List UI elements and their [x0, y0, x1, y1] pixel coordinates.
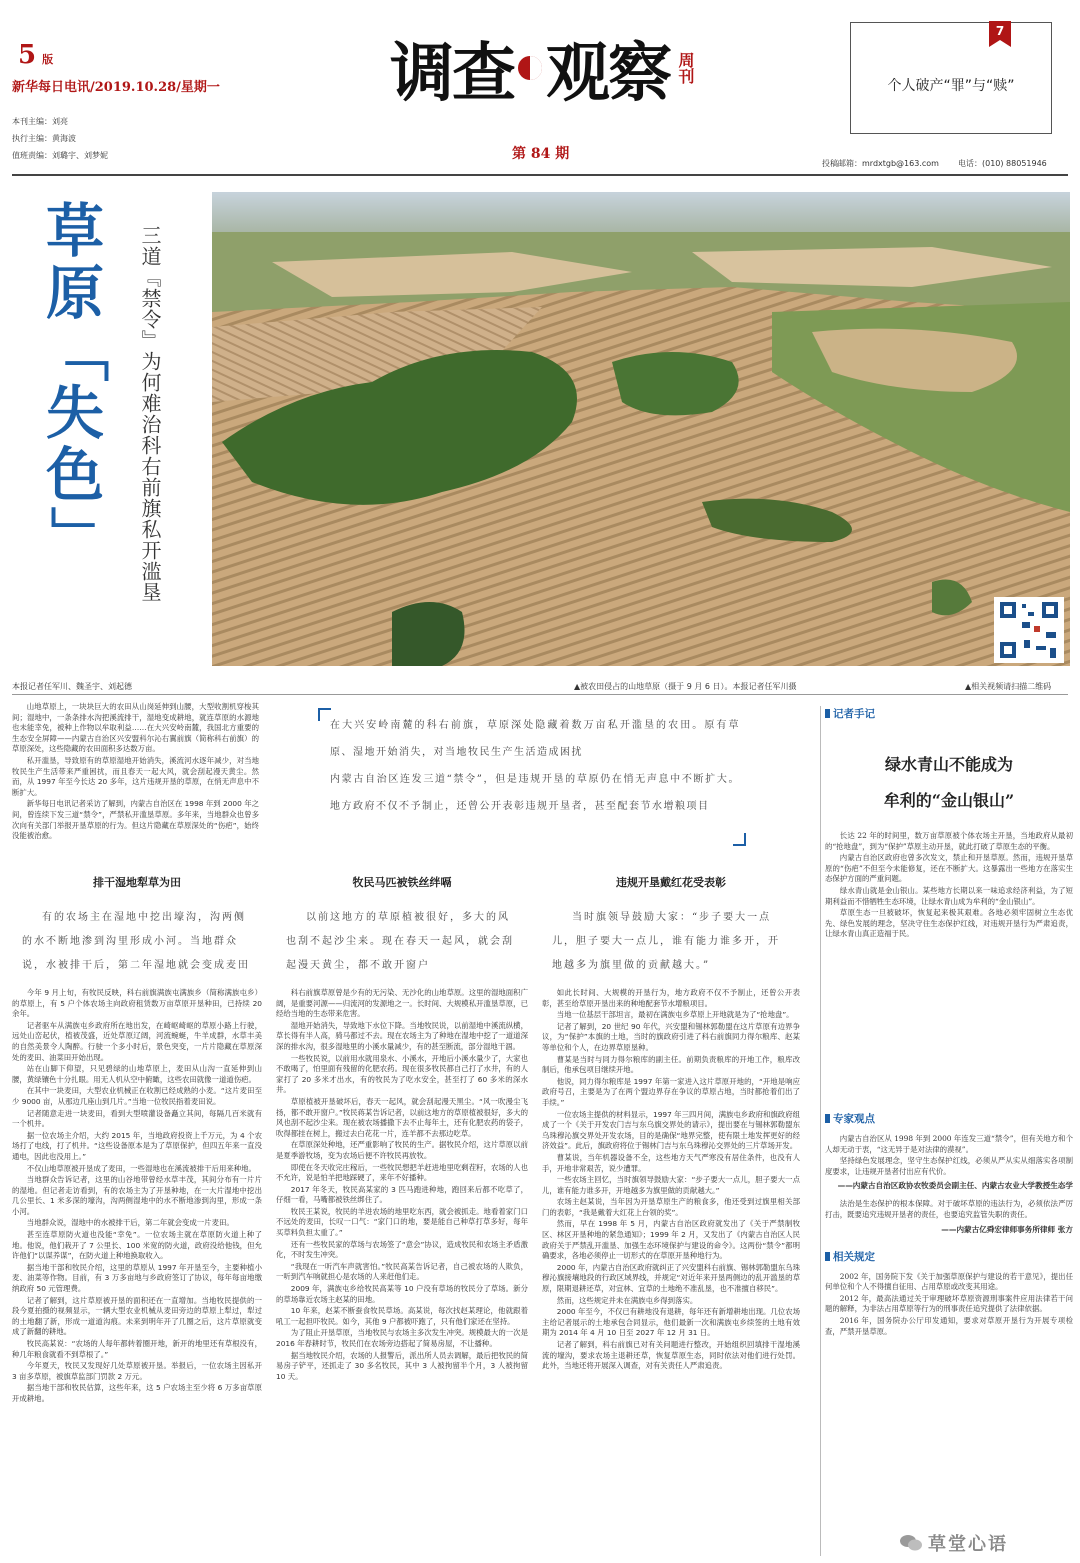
paragraph: 记者了解到，科右前旗已对有关问题进行整改，开始组织回填排干湿地溪流的壕沟，要求农场主退耕还草，恢复草原生态，同时依法对他们进行处罚。此外，当地还将开展深入调查，对有关责任人严肃追责。 [542, 1340, 800, 1371]
photo-caption: ▲被农田侵占的山地草原（摄于 9 月 6 日）。本报记者任军川摄 [574, 682, 797, 691]
aerial-photo-svg [212, 192, 1070, 666]
paragraph: 即使在冬天收完庄稼后，一些牧民想把羊赶进地里吃剩茬籽，农场的人也不允许，说是怕羊把地踩硬了，来年不好播种。 [276, 1162, 528, 1183]
paragraph: 内蒙古自治区从 1998 年到 2000 年连发三道“禁令”，但有关地方和个人却无动于衷，“这无异于是对法律的漠视”。 [825, 1134, 1073, 1154]
paragraph: 甚至连草原防火道也没能“幸免”。一位农场主就在草原防火道上种了地。他说，他们栽开了 7 公里长、100 米宽的防火道，政府没给他钱，但允许他们“以谋养谋”，在防火道上种地换取收入。 [12, 1230, 262, 1261]
staff-exec-editor: 执行主编：黄海波 [12, 134, 76, 143]
headline-char: 色 [45, 441, 104, 509]
aerial-photo [212, 192, 1070, 666]
expert-sign: ——内蒙古自治区政协农牧委员会副主任、内蒙古农业大学教授生态学 [837, 1181, 1073, 1191]
paragraph: 坚持绿色发展理念，坚守生态保护红线，必须从严从实从细落实各项制度要求，让违规开垦者付出应有代价。 [825, 1156, 1073, 1176]
paragraph: 记者驱车从满族屯乡政府所在地出发，在崎岖崎岖的草原小路上行驶，远处山峦起伏，植被茂盛，近处草原辽阔，河流蜿蜒，牛羊成群，水草丰美的自然美景令人陶醉。行驶一个多小时后，景色突变，一片片隐藏在草原深处的麦田、油菜田开始出现。 [12, 1020, 262, 1062]
watermark: 草堂心语 [900, 1528, 1070, 1558]
paragraph: 不仅山地草原被开垦成了麦田，一些湿地也在溪流被排干后用来种地。 [26, 1163, 256, 1173]
section-quote: 有的农场主在湿地中挖出壕沟，沟两侧的水不断地渗到沟里形成小河。当地群众说，水被排干后，第二年湿地就会变成麦田 [22, 912, 250, 971]
paragraph: 湿地开始消失，导致地下水位下降。当地牧民说，以前湿地中溪流纵横，草长得有半人高，骑马都过不去。现在农场主为了种地在湿地中挖了一道道深深的排水沟，很多湿地里的小溪水量减少，有的甚至断流，部分湿地干涸。 [276, 1020, 528, 1051]
paragraph: 他说，同力得尔粮库是 1997 年第一家进入这片草原开地的，“开地是响应政府号召，主要是为了在两个盟边界存在争议的草原占地，当时都抢着们出了手续。” [542, 1076, 800, 1107]
intro-paragraph: 新华每日电讯记者采访了解到，内蒙古自治区在 1998 年到 2000 年之间，曾连续下发三道“禁令”，严禁私开滥垦草原。多年来，当地群众也曾多次向有关部门举报开垦草原的行为。但这片隐藏在草原深处的“伤疤”，始终没能被治愈。 [12, 799, 259, 841]
paragraph: 农场主赵某说，当年因为开垦草原生产的粮食多，他还受到过旗里相关部门的表彰，“我是戴着大红花上台领的奖”。 [542, 1197, 800, 1217]
subtitle: 三道『禁令』为何难治科右前旗私开滥垦 [138, 225, 162, 603]
paragraph: 曹某是当时与同力得尔粮库的副主任。前期负责粮库的开地工作，粮库改制后，他承包项目继续开地。 [542, 1054, 800, 1075]
paragraph: 草原植被开垦破坏后，春天一起风，就会刮起漫天黑尘。“风一吹漫尘飞扬，都不敢开窗户。”牧民蒋某告诉记者，以前这地方的草原植被很好，多大的风也刮不起沙尘来。现在被农场播撒下去不止每年土，还有化肥农药的袋子，吹得都挂在树上，搬过去白花花一片，连羊都不去那边吃草。 [276, 1096, 528, 1138]
paragraph: 据当地干部和牧民介绍，这里的草原从 1997 年开垦至今，主要种植小麦、油菜等作物。目前，有 3 万多亩地与乡政府签订了协议，每年每亩地缴纳政府 50 元管理费。 [12, 1262, 262, 1294]
main-headline [30, 197, 120, 564]
rules-body [825, 1272, 1073, 1339]
contact-email: 投稿邮箱：mrdxtgb@163.com [822, 159, 939, 168]
expert-label: 专家观点 [825, 1111, 1073, 1126]
paragraph: “我现在一听汽车声就害怕。”牧民高某告诉记者，自己被农场的人欺负，一听到汽车响就担心是农场的人来赶他们走。 [276, 1261, 528, 1282]
title-mark-icon [516, 54, 544, 82]
masthead [0, 0, 1080, 180]
notes-title-line: 牟利的“金山银山” [883, 791, 1015, 810]
staff-list [12, 113, 108, 164]
paragraph: 2002 年，国务院下发《关于加强草原保护与建设的若干意见》，提出任何单位和个人不得擅自征用、占用草原或改变其用途。 [825, 1271, 1073, 1292]
intro-paragraph: 山地草原上，一块块巨大的农田从山岗延伸到山腰，大型收割机穿梭其间；湿地中，一条条排水沟把溪流排干，湿地变成耕地，就连草原的水源地也未能幸免，被种上作物以牟取利益……在大兴安岭南麓，我国北方重要的生态安全屏障——内蒙古自治区兴安盟科尔沁右翼前旗（简称科右前旗）的草原深处，这些隐藏的农田面积多达数万亩。 [12, 702, 259, 754]
section-body [12, 988, 262, 1548]
paragraph: 10 年来，赵某不断蚕食牧民草场。高某说，每次找赵某理论，他就跟着吼工一起担吓牧民。如今，其他 9 户都被吓跑了，只有他们家还在坚持。 [276, 1306, 528, 1326]
paragraph: 在草原深处种地，还严重影响了牧民的生产。据牧民介绍，这片草原以前是夏季游牧场，变为农场后便不许牧民再放牧。 [276, 1140, 528, 1160]
paragraph: 今年 9 月上旬，有牧民反映，科右前旗满族屯满族乡（简称满族屯乡）的草原上，有 5 户个体农场主向政府租赁数万亩草原开垦种田，已持续 20 余年。 [12, 988, 262, 1019]
section-body [542, 988, 800, 1548]
wechat-icon [900, 1534, 922, 1552]
expert-body-2 [825, 1199, 1073, 1221]
paragraph: 记者了解到，20 世纪 90 年代，兴安盟和锡林郭勒盟在这片草原有边界争议，为“保护”本旗的土地，当时的旗政府引进了科右前旗同力得尔粮库、赵某等单位和个人，在边界草原垦种。 [542, 1021, 800, 1052]
section-body [276, 988, 528, 1548]
paragraph: 在其中一块麦田，大型农业机械正在收割已经成熟的小麦。“这片麦田至少 9000 亩，从那边几座山到几片。”当地一位牧民指着麦田说。 [12, 1086, 262, 1106]
intro-text [12, 702, 259, 865]
paragraph: 法治是生态保护的根本保障。对于破坏草原的违法行为，必须依法严厉打击，既要追究违规开垦者的责任，也要追究监管失职的责任。 [825, 1199, 1073, 1219]
contact-phone: 电话：(010) 88051946 [958, 159, 1047, 168]
rules-label: 相关规定 [825, 1249, 1073, 1264]
headline-char: 原 [45, 259, 104, 327]
section-3 [542, 874, 800, 1554]
headline-char: 草 [45, 197, 104, 265]
preview-title: 个人破产“罪”与“赎” [887, 78, 1015, 94]
paragraph: 记者了解到，这片草原被开垦的面积还在一直增加。当地牧民提供的一段今夏拍摄的视频显示，一辆大型农业机械从麦田旁边的草原上犁过，犁过的土地翻了新，形成一道道沟痕。未来到明年开了几圈之后，这片草原就变成了新翻的耕地。 [12, 1295, 262, 1337]
paragraph: 内蒙古自治区政府也曾多次发文，禁止和开垦草原。然而，违规开垦草原的“伤疤”不但至今未能修复，还在不断扩大。这暴露出一些地方在落实生态保护方面的严重问题。 [825, 853, 1073, 884]
paragraph: 2000 年至今，不仅已有耕地没有退耕，每年还有新增耕地出现。几位农场主给记者展示的土地承包合同显示，他们最新一次和满族屯乡续签的土地有效期为 2014 年 4 月 10 日至 2027 年 12 月 31 日。 [542, 1307, 800, 1338]
paragraph: 据当地干部和牧民估算，这些年来，这 5 户农场主至少将 6 万多亩草原开成耕地。 [12, 1383, 262, 1403]
paragraph: 还有一些牧民家的草场与农场签了“意会”协议，造成牧民和农场主矛盾激化，不时发生冲突。 [276, 1239, 528, 1260]
title-tag: 周刊 [676, 52, 695, 84]
expert-sign-2: ——内蒙古亿舜宏律师事务所律师 张方 [941, 1224, 1073, 1234]
paragraph: 2012 年，最高法通过关于审理破坏草原资源刑事案件应用法律若干问题的解释，为非法占用草原等行为的刑事责任追究提供了法律依据。 [825, 1293, 1073, 1314]
expert-body [825, 1134, 1073, 1178]
paragraph: 2000 年，内蒙古自治区政府就纠正了兴安盟科右前旗、锡林郭勒盟东乌珠穆沁旗接壤地段的行政区域界线，并规定“对近年来开垦两侧边的乱开滥垦的草原，限期退耕还草，对宜林、宜草的土地绝不准乱垦，也不准擅自移民”。 [542, 1262, 800, 1294]
section-quote: 以前这地方的草原植被很好，多大的风也刮不起沙尘来。现在春天一起风，就会刮起漫天黄尘，都不敢开窗户 [286, 912, 514, 971]
section-2 [276, 874, 528, 1554]
paragraph: 记者随意走进一块麦田，看到大型喷灌设备矗立其间，每隔几百米就有一个机井。 [12, 1108, 262, 1129]
title-left: 调查 [390, 36, 514, 111]
paragraph: 据一位农场主介绍，大约 2015 年，当地政府投资上千万元，为 4 个农场打了电线，打了机井。“这些设备原本是为了草原保护，但四五年来一直没通电，因此也没用上。” [12, 1130, 262, 1161]
notes-title [825, 747, 1073, 819]
paragraph: 草原生态一旦被破坏，恢复起来极其艰难。各地必须牢固树立生态优先、绿色发展的理念，坚决守住生态保护红线，对违规开垦行为严肃追责，让绿水青山真正造福于民。 [825, 908, 1073, 939]
paragraph: 一些农场主回忆，当时旗领导鼓励大家：“步子要大一点儿，胆子要大一点儿，谁有能力谁多开，开地越多为旗里做的贡献越大。” [542, 1175, 800, 1195]
section-title: 违规开垦戴红花受表彰 [616, 876, 726, 889]
paragraph: 绿水青山就是金山银山。某些地方长期以来一味追求经济利益，为了短期利益而不惜牺牲生态环境，让绿水青山成为牟利的“金山银山”。 [825, 885, 1073, 906]
paragraph: 牧民王某说，牧民的羊进农场的地里吃东西，就会被抓走。地看着家门口不远处的麦田，长叹一口气：“家门口的地，要是能自己种草打草多好，每年买草料负担太重了。” [276, 1206, 528, 1238]
paragraph: 当地一位基层干部坦言，最初在满族屯乡草原上开地就是为了“抢地盘”。 [556, 1010, 794, 1020]
paragraph: 一位农场主提供的材料显示，1997 年三四月间，满族屯乡政府和旗政府组成了一个《关于开发农门吉与东乌旗交界处的请示》，提出要在与锡林郭勒盟东乌珠穆沁旗交界处开发农场，目的是确保“地界完整，使有限土地发挥更好的经济效益”。此后，旗政府将位于锡林门吉与东乌珠穆沁交界处的三片草场开发。 [542, 1109, 800, 1151]
qr-code-icon[interactable] [994, 597, 1064, 663]
intro-paragraph: 私开滥垦，导致原有的草原湿地开始消失，溪流河水逐年减少，对当地牧民生产生活带来严重困扰，而且春天一起大风，就会刮起漫天黄尘。然而，从 1997 年至今长达 20 多年，这片违规开垦的草原，在悄无声息中不断扩大。 [12, 755, 259, 797]
sidebar [820, 706, 1073, 1556]
paragraph: 科右前旗草原曾是少有的无污染、无沙化的山地草原。这里的湿地面积广阔，是重要河源——归流河的发源地之一。长时间、大规模私开滥垦草原，已经给当地的生态带来危害。 [276, 988, 528, 1019]
paper-title [390, 28, 697, 111]
preview-box[interactable] [850, 22, 1052, 134]
notes-body [825, 831, 1073, 1103]
section-1 [12, 874, 262, 1554]
paragraph: 站在山脚下仰望，只见碧绿的山地草原上，麦田从山沟一直延伸到山腰，黄绿镶色十分扎眼。用无人机从空中俯瞰，这些农田就像一道道伤疤。 [12, 1064, 262, 1084]
photo-rule [12, 694, 1068, 695]
paragraph: 长达 22 年的时间里，数万亩草原被个体农场主开垦，当地政府从最初的“抢地盘”，到为“保护”草原主动开垦，就此打破了草原生态的平衡。 [825, 831, 1073, 851]
qr-caption: ▲相关视频请扫描二维码 [965, 682, 1052, 691]
title-right: 观察 [546, 36, 670, 111]
notes-title-line: 绿水青山不能成为 [884, 755, 1013, 774]
section-title: 牧民马匹被铁丝绊嗝 [352, 876, 452, 889]
paragraph: 2017 年冬天，牧民高某家的 3 匹马跑进种地，跑回来后都不吃草了，仔细一看，马嘴都被铁丝绑住了。 [276, 1184, 528, 1205]
paragraph: 当地群众告诉记者，这里的山谷地带曾经水草丰茂，其间分布有一片片的湿地。但记者走访看到，有的农场主为了开垦种地，在一大片湿地中挖出几公里长、1 米多深的壕沟，沟两侧湿地中的水不断地渗到沟里，形成一条小河。 [12, 1175, 262, 1216]
headline-char: 失 [45, 379, 104, 447]
byline: 本报记者任军川、魏圣宇、刘起德 [12, 682, 132, 691]
paragraph: 2009 年，满族屯乡给牧民高某等 10 户没有草场的牧民分了草场。新分的草场靠近农场主赵某的田地。 [276, 1284, 528, 1304]
notes-label: 记者手记 [825, 706, 1073, 721]
paragraph: 然而，这些规定并未在满族屯乡得到落实。 [556, 1295, 698, 1305]
paragraph: 当地群众说，湿地中的水被排干后，第二年就会变成一片麦田。 [26, 1218, 234, 1228]
masthead-rule [12, 174, 1068, 176]
paragraph: 然而，早在 1998 年 5 月，内蒙古自治区政府就发出了《关于严禁制牧区、林区开垦种地的紧急通知》；1999 年 2 月，又发出了《内蒙古自治区人民政府关于严禁乱开滥垦、加强生态环境保护与建设的命令》。这两份“禁令”都明确要求，各地必须停止一切形式的在草原开垦种地行为。 [542, 1219, 800, 1261]
paragraph: 如此长时间、大规模的开垦行为，地方政府不仅不予制止，还曾公开表彰，甚至给草原开垦出来的种地配套节水增粮项目。 [542, 988, 800, 1008]
paragraph: 据当地牧民介绍，农场的人报警后，派出所人员去调解，最后把牧民的简易房子铲平，还抓走了 30 多名牧民，其中 3 人被拘留半个月，3 人被拘留 10 天。 [276, 1350, 528, 1381]
paragraph: 一些牧民说，以前用水就用泉水、小溪水，开地后小溪水量少了，大家也不敢喝了，怕里面有残留的化肥农药。现在很多牧民都自己打了水井，有的人家打了 20 多米才出水，有的牧民为了吃水安全，甚至打了 60 多米的深水井。 [276, 1053, 528, 1095]
staff-editor: 本刊主编：刘亮 [12, 117, 68, 126]
headline-char: 」 [41, 506, 109, 564]
issue-number: 第 84 期 [512, 146, 570, 162]
paragraph: 为了阻止开垦草原，当地牧民与农场主多次发生冲突。规模最大的一次是 2016 年春耕时节，牧民们在农场旁边搭起了简易房屋，不让播种。 [276, 1328, 528, 1348]
paragraph: 今年夏天，牧民又发现好几处草原被开垦。举报后，一位农场主因私开 3 亩多草原，被旗草监部门罚款 2 万元。 [12, 1361, 262, 1381]
section-title: 排干湿地犁草为田 [93, 876, 181, 889]
page-number: 5 版 [18, 40, 54, 70]
paragraph: 曹某说，当年机器设备不全，这些地方天气严寒没有居住条件，也没有人手，开地非常艰苦，说少遭罪。 [542, 1152, 800, 1173]
section-quote: 当时旗领导鼓励大家：“步子要大一点儿，胆子要大一点儿，谁有能力谁多开，开地越多为旗里做的贡献越大。” [552, 912, 780, 971]
dateline: 新华每日电讯/2019.10.28/星期一 [12, 80, 220, 95]
paragraph: 牧民高某说：“农场的人每年都转着圈开地，新开的地里还有草根没有，种几年粮食就看不到草根了。” [12, 1339, 262, 1359]
lead-quote: 在大兴安岭南麓的科右前旗，草原深处隐藏着数万亩私开滥垦的农田。原有草原、湿地开始消失，对当地牧民生产生活造成困扰 内蒙古自治区连发三道“禁令”，但是违规开垦的草原仍在悄无声息中不断扩大。地方政府不仅不予制止，还曾公开表彰违规开垦者，甚至配套节水增粮项目 [330, 720, 740, 812]
paragraph: 2016 年，国务院办公厅印发通知，要求对草原开垦行为开展专项检查，严禁开垦草原。 [825, 1315, 1073, 1336]
staff-duty-editor: 值班责编：刘璐宇、刘梦妮 [12, 151, 108, 160]
lead-quote-box [318, 708, 746, 846]
preview-page-badge: 7 [989, 21, 1011, 47]
headline-char: 「 [41, 324, 109, 382]
